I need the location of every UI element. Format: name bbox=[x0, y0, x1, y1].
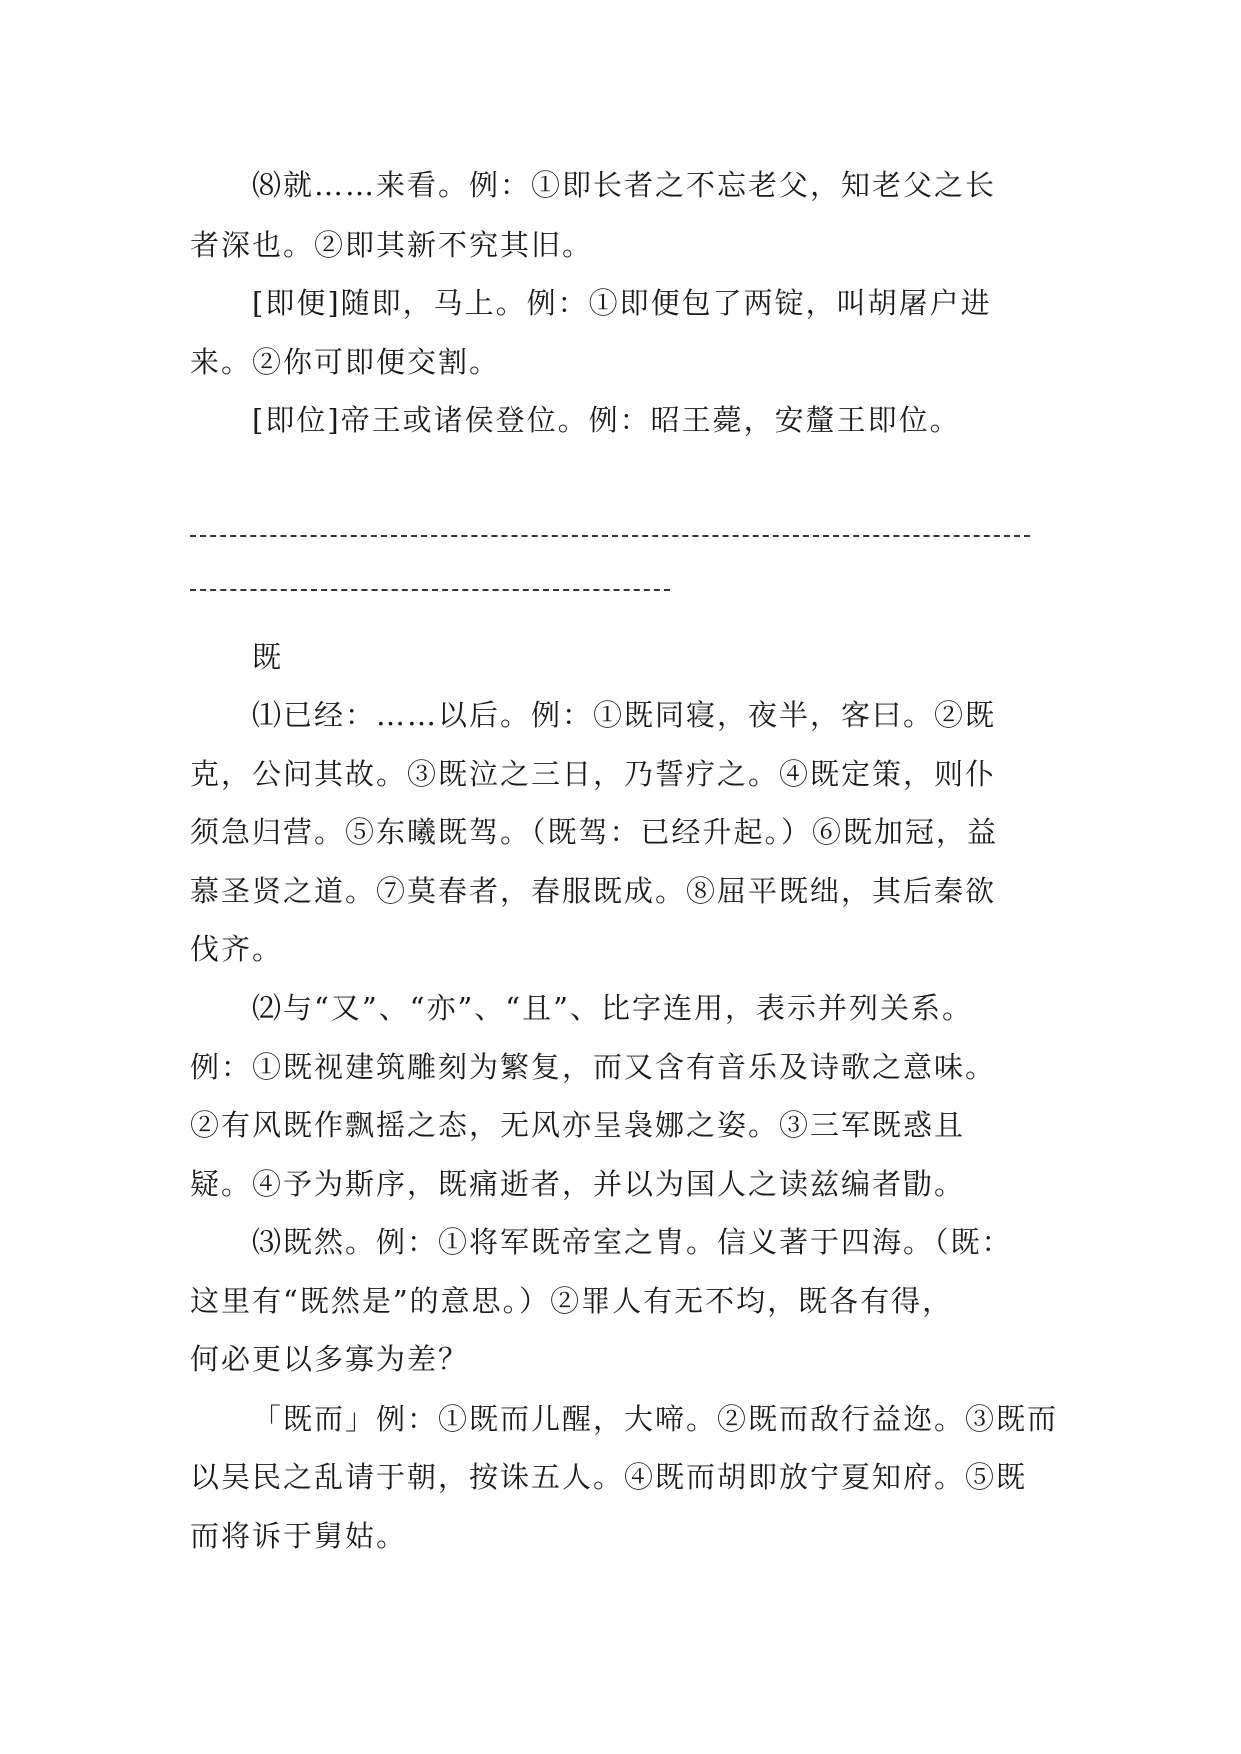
paragraph-line: 者深也。②即其新不究其旧。 bbox=[190, 228, 594, 262]
paragraph-line: ⑻就……来看。例：①即长者之不忘老父，知老父之长 bbox=[252, 168, 997, 202]
paragraph-line: 克，公问其故。③既泣之三日，乃誓疗之。④既定策，则仆 bbox=[190, 757, 997, 791]
paragraph-line: ⑶既然。例：①将军既帝室之胄。信义著于四海。（既： bbox=[252, 1225, 1013, 1259]
paragraph-line: 例：①既视建筑雕刻为繁复，而又含有音乐及诗歌之意味。 bbox=[190, 1050, 997, 1084]
paragraph-line: [即位]帝王或诸侯登位。例：昭王薨，安釐王即位。 bbox=[252, 403, 961, 437]
paragraph-line: 这里有“既然是”的意思。）②罪人有无不均，既各有得， bbox=[190, 1284, 954, 1318]
paragraph-line: 何必更以多寡为差？ bbox=[190, 1342, 470, 1376]
paragraph-line: 以吴民之乱请于朝，按诛五人。④既而胡即放宁夏知府。⑤既 bbox=[190, 1460, 1028, 1494]
paragraph-line: 来。②你可即便交割。 bbox=[190, 345, 501, 379]
paragraph-line: ⑵与“又”、“亦”、“且”、比字连用，表示并列关系。 bbox=[252, 991, 973, 1025]
dashed-separator bbox=[190, 589, 670, 591]
paragraph-line: [即便]随即，马上。例：①即便包了两锭，叫胡屠户进 bbox=[252, 286, 992, 320]
paragraph-line: 疑。④予为斯序，既痛逝者，并以为国人之读兹编者勖。 bbox=[190, 1167, 966, 1201]
paragraph-line: ②有风既作飘摇之态，无风亦呈袅娜之姿。③三军既惑且 bbox=[190, 1108, 966, 1142]
section-heading: 既 bbox=[252, 640, 284, 674]
paragraph-line: ⑴已经：……以后。例：①既同寝，夜半，客曰。②既 bbox=[252, 698, 997, 732]
paragraph-line: 而将诉于舅姑。 bbox=[190, 1519, 408, 1553]
paragraph-line: 慕圣贤之道。⑦莫春者，春服既成。⑧屈平既绌，其后秦欲 bbox=[190, 874, 997, 908]
dashed-separator bbox=[190, 535, 1030, 537]
paragraph-line: 「既而」例：①既而儿醒，大啼。②既而敌行益迩。③既而 bbox=[252, 1402, 1059, 1436]
paragraph-line: 须急归营。⑤东曦既驾。（既驾：已经升起。）⑥既加冠，益 bbox=[190, 815, 999, 849]
paragraph-line: 伐齐。 bbox=[190, 932, 284, 966]
